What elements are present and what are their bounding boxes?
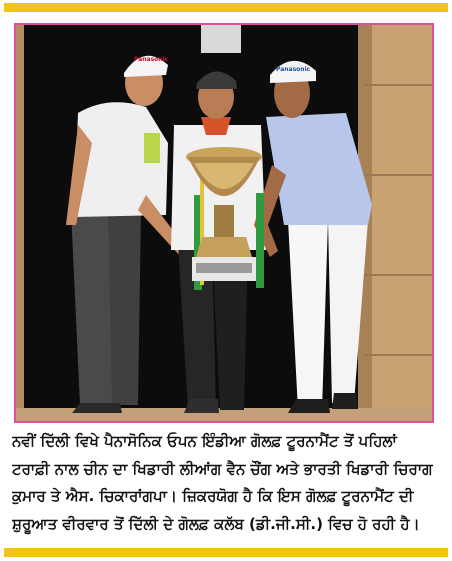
light-opening: [201, 25, 241, 53]
photo-caption: [12, 428, 442, 538]
caption-line: ਨਵੀਂ ਦਿੱਲੀ ਵਿਖੇ ਪੈਨਾਸੋਨਿਕ ਓਪਨ ਇੰਡੀਆ ਗੋਲਫ਼ ਟੂਰਨਾਮੈਂਟ ਤੋਂ ਪਹਿਲਾਂ: [12, 432, 397, 450]
bottom-accent-bar: [4, 548, 448, 557]
caption-line: ਟਰਾਫ਼ੀ ਨਾਲ ਚੀਨ ਦਾ ਖਿਡਾਰੀ ਲੀਆਂਗ ਵੈਨ ਚੌਂਗ ਅਤੇ ਭਾਰਤੀ ਖਿਡਾਰੀ ਚਿਰਾਗ: [12, 459, 433, 478]
cap-logo-right: Panasonic: [276, 66, 311, 73]
cap-logo-left: Panasonic: [134, 56, 169, 63]
caption-line: ਕੁਮਾਰ ਤੇ ਐਸ. ਚਿਕਾਰਾਂਗਪਾ। ਜ਼ਿਕਰਯੋਗ ਹੈ ਕਿ ਇਸ ਗੋਲਫ਼ ਟੂਰਨਾਮੈਂਟ ਦੀ: [12, 487, 414, 505]
caption-line: ਸ਼ੁਰੂਆਤ ਵੀਰਵਾਰ ਤੋਂ ਦਿੱਲੀ ਦੇ ਗੋਲਫ਼ ਕਲੱਬ (ਡੀ.ਜੀ.ਸੀ.) ਵਿਚ ਹੋ ਰਹੀ ਹੈ।: [12, 514, 420, 533]
news-photo: [14, 23, 434, 423]
top-accent-bar: [4, 3, 448, 12]
